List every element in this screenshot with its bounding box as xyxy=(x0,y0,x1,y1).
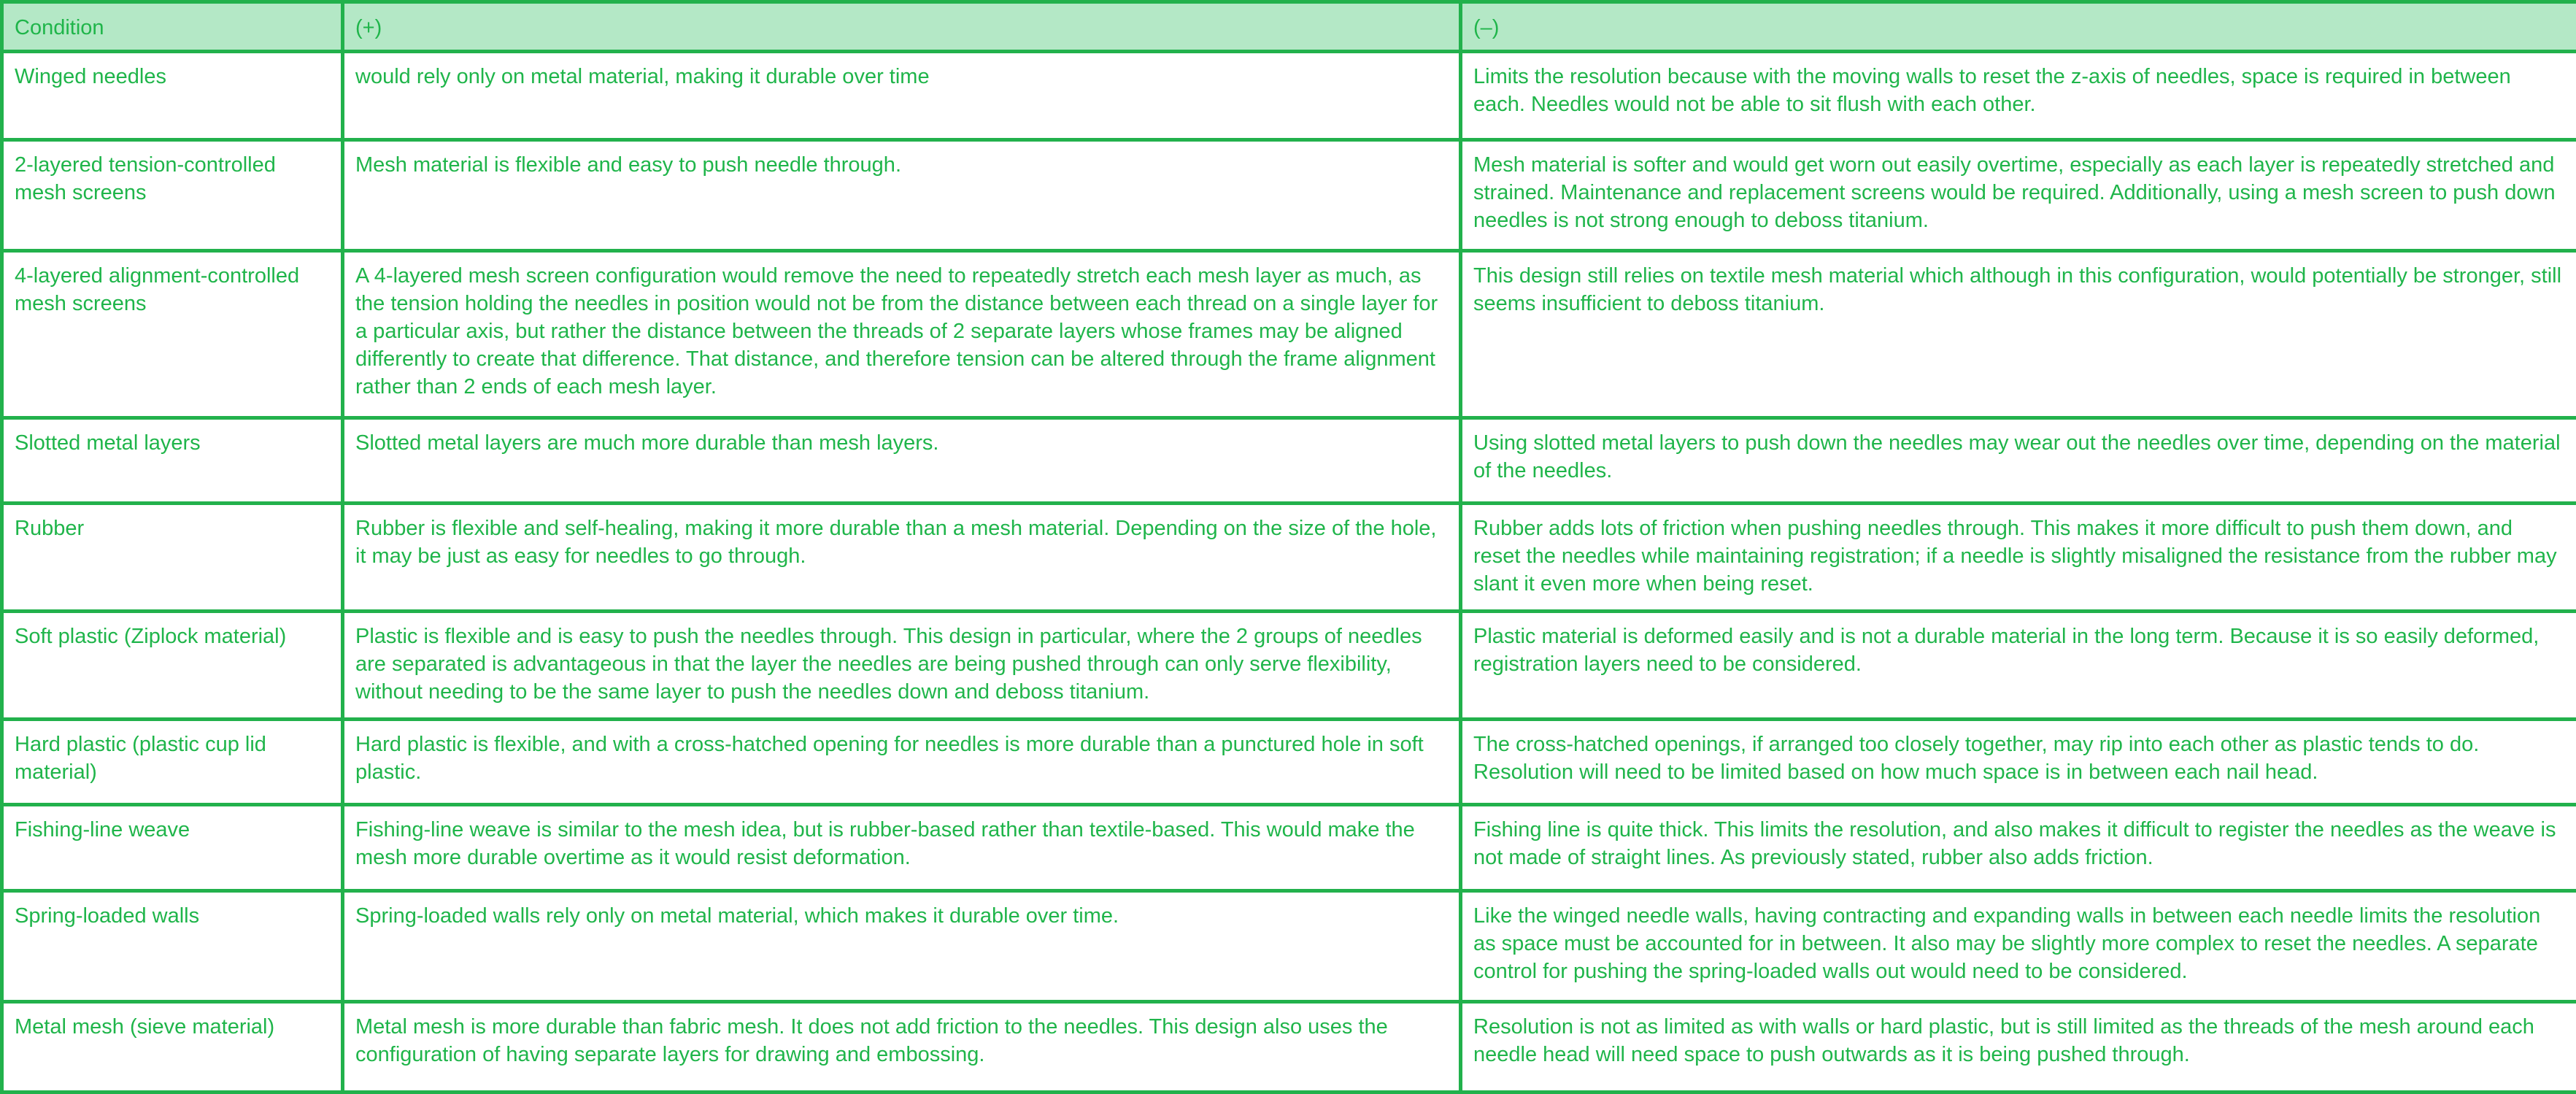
condition-cell: 4-layered alignment-controlled mesh screens xyxy=(2,251,343,418)
table-body xyxy=(2,52,2576,1093)
header-row xyxy=(2,2,2576,52)
pros-cell: Slotted metal layers are much more durable than mesh layers. xyxy=(343,418,1461,504)
table-row xyxy=(2,891,2576,1002)
pros-cell: Plastic is flexible and is easy to push the needles through. This design in particular, where the 2 groups of needles are separated is advantageous in that the layer the needles are being pushed through can only serve flexibility, without needing to be the same layer to push the needles down and deboss titanium. xyxy=(343,612,1461,720)
table-row xyxy=(2,1002,2576,1093)
pros-cell: Mesh material is flexible and easy to push needle through. xyxy=(343,140,1461,251)
cons-cell: This design still relies on textile mesh material which although in this configuration, would potentially be stronger, still seems insufficient to deboss titanium. xyxy=(1461,251,2576,418)
table-row xyxy=(2,418,2576,504)
condition-cell: Spring-loaded walls xyxy=(2,891,343,1002)
cons-cell: The cross-hatched openings, if arranged too closely together, may rip into each other as plastic tends to do. Resolution will need to be limited based on how much space is in between each nail head. xyxy=(1461,720,2576,805)
header-pros: (+) xyxy=(343,2,1461,52)
pros-cell: Rubber is flexible and self-healing, making it more durable than a mesh material. Depending on the size of the hole, it may be just as easy for needles to go through. xyxy=(343,504,1461,612)
condition-cell: 2-layered tension-controlled mesh screens xyxy=(2,140,343,251)
condition-cell: Fishing-line weave xyxy=(2,805,343,891)
cons-cell: Using slotted metal layers to push down the needles may wear out the needles over time, depending on the material of the needles. xyxy=(1461,418,2576,504)
pros-cell: Metal mesh is more durable than fabric mesh. It does not add friction to the needles. This design also uses the configuration of having separate layers for drawing and embossing. xyxy=(343,1002,1461,1093)
table-row xyxy=(2,612,2576,720)
cons-cell: Limits the resolution because with the moving walls to reset the z-axis of needles, space is required in between each. Needles would not be able to sit flush with each other. xyxy=(1461,52,2576,140)
cons-cell: Rubber adds lots of friction when pushing needles through. This makes it more difficult to push them down, and reset the needles while maintaining registration; if a needle is slightly misaligned the resistance from the rubber may slant it even more when being reset. xyxy=(1461,504,2576,612)
header-condition: Condition xyxy=(2,2,343,52)
condition-cell: Hard plastic (plastic cup lid material) xyxy=(2,720,343,805)
condition-cell: Winged needles xyxy=(2,52,343,140)
header-cons: (–) xyxy=(1461,2,2576,52)
pros-cell: would rely only on metal material, making it durable over time xyxy=(343,52,1461,140)
table-row xyxy=(2,720,2576,805)
table-row xyxy=(2,805,2576,891)
cons-cell: Like the winged needle walls, having contracting and expanding walls in between each needle limits the resolution as space must be accounted for in between. It also may be slightly more complex to reset the needles. A separate control for pushing the spring-loaded walls out would need to be considered. xyxy=(1461,891,2576,1002)
table-row xyxy=(2,251,2576,418)
table-row xyxy=(2,140,2576,251)
pros-cell: Hard plastic is flexible, and with a cross-hatched opening for needles is more durable than a punctured hole in soft plastic. xyxy=(343,720,1461,805)
table-row xyxy=(2,52,2576,140)
cons-cell: Fishing line is quite thick. This limits the resolution, and also makes it difficult to register the needles as the weave is not made of straight lines. As previously stated, rubber also adds friction. xyxy=(1461,805,2576,891)
pros-cell: Spring-loaded walls rely only on metal material, which makes it durable over time. xyxy=(343,891,1461,1002)
table-row xyxy=(2,504,2576,612)
cons-cell: Mesh material is softer and would get worn out easily overtime, especially as each layer is repeatedly stretched and strained. Maintenance and replacement screens would be required. Additionally, using a mesh screen to push down needles is not strong enough to deboss titanium. xyxy=(1461,140,2576,251)
pros-cell: Fishing-line weave is similar to the mesh idea, but is rubber-based rather than textile-based. This would make the mesh more durable overtime as it would resist deformation. xyxy=(343,805,1461,891)
table-header xyxy=(2,2,2576,52)
pros-cell: A 4-layered mesh screen configuration would remove the need to repeatedly stretch each mesh layer as much, as the tension holding the needles in position would not be from the distance between each thread on a single layer for a particular axis, but rather the distance between the threads of 2 separate layers whose frames may be aligned differently to create that difference. That distance, and therefore tension can be altered through the frame alignment rather than 2 ends of each mesh layer. xyxy=(343,251,1461,418)
condition-cell: Metal mesh (sieve material) xyxy=(2,1002,343,1093)
condition-cell: Rubber xyxy=(2,504,343,612)
cons-cell: Plastic material is deformed easily and is not a durable material in the long term. Because it is so easily deformed, registration layers need to be considered. xyxy=(1461,612,2576,720)
condition-cell: Soft plastic (Ziplock material) xyxy=(2,612,343,720)
condition-cell: Slotted metal layers xyxy=(2,418,343,504)
cons-cell: Resolution is not as limited as with walls or hard plastic, but is still limited as the threads of the mesh around each needle head will need space to push outwards as it is being pushed through. xyxy=(1461,1002,2576,1093)
